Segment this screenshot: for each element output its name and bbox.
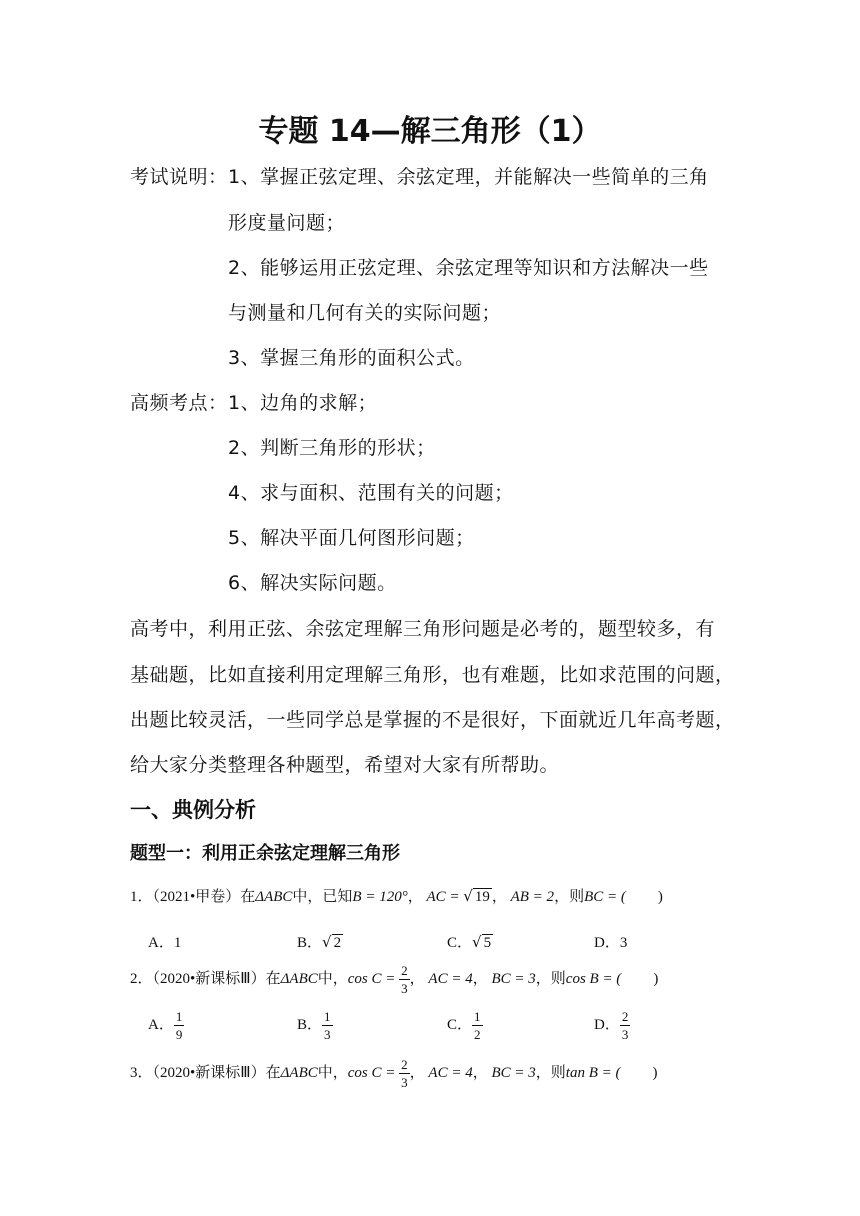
intro-line: 给大家分类整理各种题型，希望对大家有所帮助。 xyxy=(130,754,560,776)
question-1: 1．（2021•甲卷）在ΔABC中，已知B = 120°， AC = √ 19 ， AB = 2，则BC = ( ) xyxy=(130,887,663,905)
freq-item: 5、解决平面几何图形问题； xyxy=(228,527,475,549)
exam-label: 考试说明： xyxy=(130,166,228,188)
option-b: B． $\frac{1}{3}$ xyxy=(297,1009,331,1042)
type-heading: 题型一：利用正余弦定理解三角形 xyxy=(130,843,400,864)
section-heading: 一、典例分析 xyxy=(130,798,256,822)
exam-item: 与测量和几何有关的实际问题； xyxy=(228,302,502,324)
option-a: A．1 xyxy=(148,935,182,951)
option-c: C． $\frac{1}{2}$ xyxy=(447,1009,481,1042)
intro-line: 基础题，比如直接利用定理解三角形，也有难题，比如求范围的问题， xyxy=(130,664,735,686)
freq-item: 4、求与面积、范围有关的问题； xyxy=(228,482,514,504)
exam-item: 形度量问题； xyxy=(228,212,346,234)
option-d: D．3 xyxy=(594,935,628,951)
freq-label: 高频考点： xyxy=(130,392,228,414)
option-a: A． $\frac{1}{9}$ xyxy=(148,1009,183,1042)
exam-item: 3、掌握三角形的面积公式。 xyxy=(228,347,475,369)
page-title: 专题 14—解三角形（1） xyxy=(258,114,602,149)
intro-line: 高考中，利用正弦、余弦定理解三角形问题是必考的，题型较多，有 xyxy=(130,618,716,640)
exam-item: 1、掌握正弦定理、余弦定理，并能解决一些简单的三角 xyxy=(228,166,709,188)
option-d: D． $\frac{2}{3}$ xyxy=(594,1009,629,1042)
question-3: 3．（2020•新课标Ⅲ）在ΔABC中，cos C = $\frac{2}{3}$ ， AC = 4， BC = 3，则tan B = ( ) xyxy=(130,1057,658,1090)
intro-line: 出题比较灵活，一些同学总是掌握的不是很好，下面就近几年高考题， xyxy=(130,709,735,731)
option-c: C．√ 5 xyxy=(447,933,492,951)
option-b: B．√ 2 xyxy=(297,933,342,951)
freq-item: 2、判断三角形的形状； xyxy=(228,437,436,459)
exam-item: 2、能够运用正弦定理、余弦定理等知识和方法解决一些 xyxy=(228,257,709,279)
freq-item: 1、边角的求解； xyxy=(228,392,378,414)
freq-item: 6、解决实际问题。 xyxy=(228,572,397,594)
question-2: 2．（2020•新课标Ⅲ）在ΔABC中，cos C = $\frac{2}{3}$ ， AC = 4， BC = 3，则cos B = ( ) xyxy=(130,963,659,996)
